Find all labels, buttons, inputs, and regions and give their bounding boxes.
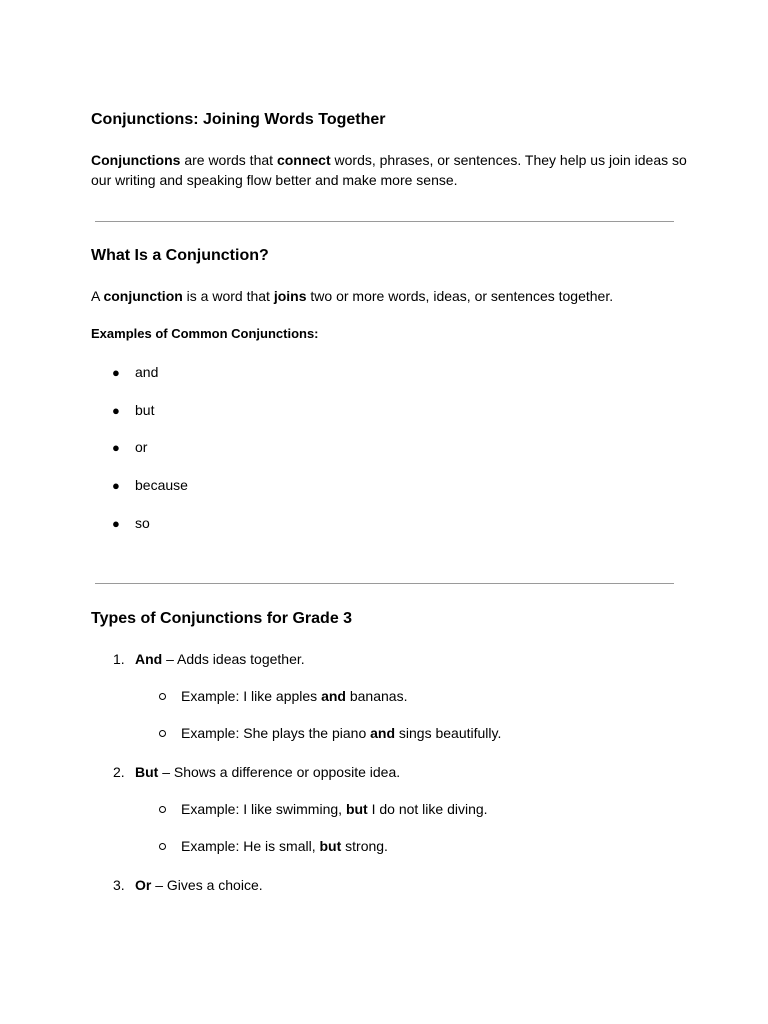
example-text: sings beautifully.: [395, 725, 502, 741]
section-divider: [95, 583, 674, 584]
intro-line-1: [91, 150, 687, 170]
example-bold: and: [321, 688, 346, 704]
intro-text-1: are words that: [180, 152, 277, 168]
example-text: Example: I like swimming,: [181, 801, 346, 817]
def-text-3: two or more words, ideas, or sentences together.: [306, 288, 614, 304]
type-item-or: [135, 877, 263, 893]
section-heading-types: Types of Conjunctions for Grade 3: [91, 610, 353, 627]
definition-text: [91, 286, 613, 306]
example-text: Example: He is small,: [181, 838, 320, 854]
list-item: because: [135, 477, 188, 493]
example-text: I do not like diving.: [367, 801, 488, 817]
hollow-bullet-icon: [159, 693, 166, 700]
type-term: But: [135, 764, 159, 780]
example-item: [181, 725, 501, 741]
type-desc: – Gives a choice.: [151, 877, 263, 893]
intro-text-2: words, phrases, or sentences. They help us join ideas so: [330, 152, 687, 168]
bullet-icon: ●: [112, 440, 120, 455]
list-item: or: [135, 439, 148, 455]
list-number: 2.: [113, 764, 125, 780]
example-bold: but: [319, 838, 342, 854]
type-term: Or: [135, 877, 152, 893]
list-number: 3.: [113, 877, 125, 893]
example-text: Example: I like apples: [181, 688, 322, 704]
type-term: And: [135, 651, 163, 667]
example-text: strong.: [341, 838, 388, 854]
def-text-2: is a word that: [182, 288, 274, 304]
bullet-icon: ●: [112, 365, 120, 380]
type-desc: – Adds ideas together.: [162, 651, 305, 667]
def-text-1: A: [91, 288, 104, 304]
intro-bold-connect: connect: [276, 152, 331, 168]
type-item-and: [135, 651, 305, 667]
list-item: and: [135, 364, 159, 380]
example-bold: but: [345, 801, 368, 817]
intro-bold-conjunctions: Conjunctions: [91, 152, 181, 168]
list-item: so: [135, 515, 150, 531]
example-bold: and: [370, 725, 396, 741]
example-text: Example: She plays the piano: [181, 725, 371, 741]
hollow-bullet-icon: [159, 730, 166, 737]
section-divider: [95, 221, 674, 222]
bullet-icon: ●: [112, 403, 120, 418]
hollow-bullet-icon: [159, 806, 166, 813]
examples-heading: Examples of Common Conjunctions:: [91, 326, 319, 341]
example-item: [181, 801, 488, 817]
page-title: Conjunctions: Joining Words Together: [91, 111, 386, 128]
example-text: bananas.: [345, 688, 408, 704]
list-number: 1.: [113, 651, 125, 667]
def-bold-joins: joins: [273, 288, 307, 304]
bullet-icon: ●: [112, 478, 120, 493]
section-heading-what-is: What Is a Conjunction?: [91, 247, 269, 264]
intro-line-2: our writing and speaking flow better and make more sense.: [91, 172, 458, 188]
type-desc: – Shows a difference or opposite idea.: [158, 764, 401, 780]
list-item: but: [135, 402, 155, 418]
type-item-but: [135, 764, 400, 780]
bullet-icon: ●: [112, 516, 120, 531]
example-item: [181, 838, 388, 854]
def-bold-conjunction: conjunction: [103, 288, 183, 304]
example-item: [181, 688, 407, 704]
hollow-bullet-icon: [159, 843, 166, 850]
